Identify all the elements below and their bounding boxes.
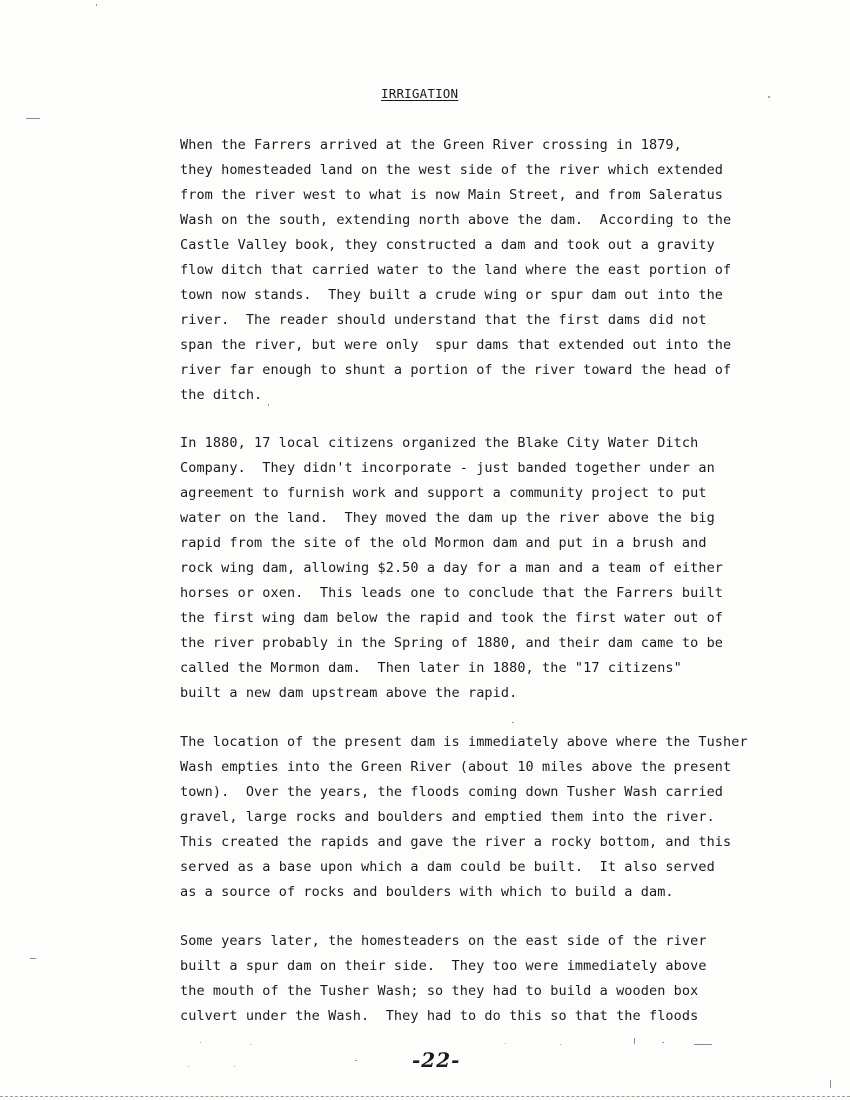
text-line: served as a base upon which a dam could be built. It also served xyxy=(180,859,715,875)
text-line: span the river, but were only spur dams that extended out into the xyxy=(180,337,732,353)
text-line: river. The reader should understand that the first dams did not xyxy=(180,312,707,328)
text-line: built a spur dam on their side. They too were immediately above xyxy=(180,958,707,974)
text-line: The location of the present dam is immediately above where the Tusher xyxy=(180,734,748,750)
text-line: the river probably in the Spring of 1880, and their dam came to be xyxy=(180,635,724,651)
scan-speck xyxy=(96,4,97,6)
text-line: from the river west to what is now Main Street, and from Saleratus xyxy=(180,187,724,203)
text-line: the ditch. xyxy=(180,387,263,403)
text-line: Company. They didn't incorporate - just banded together under an xyxy=(180,460,715,476)
text-line: the mouth of the Tusher Wash; so they had to build a wooden box xyxy=(180,983,699,999)
text-line: In 1880, 17 local citizens organized the Blake City Water Ditch xyxy=(180,435,699,451)
text-line: horses or oxen. This leads one to conclude that the Farrers built xyxy=(180,585,724,601)
text-line: they homesteaded land on the west side of the river which extended xyxy=(180,162,724,178)
scan-speck xyxy=(234,1066,235,1067)
text-line: built a new dam upstream above the rapid. xyxy=(180,685,518,701)
text-line: Some years later, the homesteaders on the east side of the river xyxy=(180,933,707,949)
text-line: agreement to furnish work and support a community project to put xyxy=(180,485,707,501)
text-line: as a source of rocks and boulders with which to build a dam. xyxy=(180,884,674,900)
scan-speck xyxy=(200,1042,201,1043)
scan-speck xyxy=(26,118,40,119)
text-line: called the Mormon dam. Then later in 1880, the "17 citizens" xyxy=(180,660,682,676)
scan-speck xyxy=(355,1060,357,1061)
paragraph-2 xyxy=(180,431,723,706)
text-line: This created the rapids and gave the river a rocky bottom, and this xyxy=(180,834,732,850)
scan-speck xyxy=(830,1080,831,1088)
text-line: Wash on the south, extending north above the dam. According to the xyxy=(180,212,732,228)
page-title: IRRIGATION xyxy=(381,86,459,101)
text-line: town now stands. They built a crude wing or spur dam out into the xyxy=(180,287,724,303)
scan-speck xyxy=(505,1043,506,1044)
text-line: river far enough to shunt a portion of the river toward the head of xyxy=(180,362,732,378)
paragraph-4 xyxy=(180,929,707,1029)
text-line: Castle Valley book, they constructed a dam and took out a gravity xyxy=(180,237,715,253)
scan-speck xyxy=(560,1044,561,1045)
text-line: culvert under the Wash. They had to do this so that the floods xyxy=(180,1008,699,1024)
scan-speck xyxy=(250,1044,251,1045)
scan-speck xyxy=(512,722,514,723)
text-line: When the Farrers arrived at the Green River crossing in 1879, xyxy=(180,137,682,153)
text-line: rapid from the site of the old Mormon dam and put in a brush and xyxy=(180,535,707,551)
text-line: flow ditch that carried water to the land where the east portion of xyxy=(180,262,732,278)
scan-speck xyxy=(30,958,36,959)
text-line: the first wing dam below the rapid and took the first water out of xyxy=(180,610,724,626)
scan-edge-line xyxy=(0,1096,850,1098)
scan-speck xyxy=(768,96,770,98)
scan-speck xyxy=(634,1038,635,1044)
scan-speck xyxy=(188,1066,189,1067)
scan-speck xyxy=(268,404,269,406)
scan-speck xyxy=(694,1044,712,1045)
text-line: gravel, large rocks and boulders and emptied them into the river. xyxy=(180,809,715,825)
page-number: -22- xyxy=(412,1048,461,1072)
paragraph-1 xyxy=(180,133,731,408)
text-line: water on the land. They moved the dam up the river above the big xyxy=(180,510,715,526)
text-line: rock wing dam, allowing $2.50 a day for a man and a team of either xyxy=(180,560,724,576)
text-line: Wash empties into the Green River (about 10 miles above the present xyxy=(180,759,732,775)
scan-speck xyxy=(662,1042,664,1043)
paragraph-3 xyxy=(180,730,748,905)
text-line: town). Over the years, the floods coming down Tusher Wash carried xyxy=(180,784,724,800)
